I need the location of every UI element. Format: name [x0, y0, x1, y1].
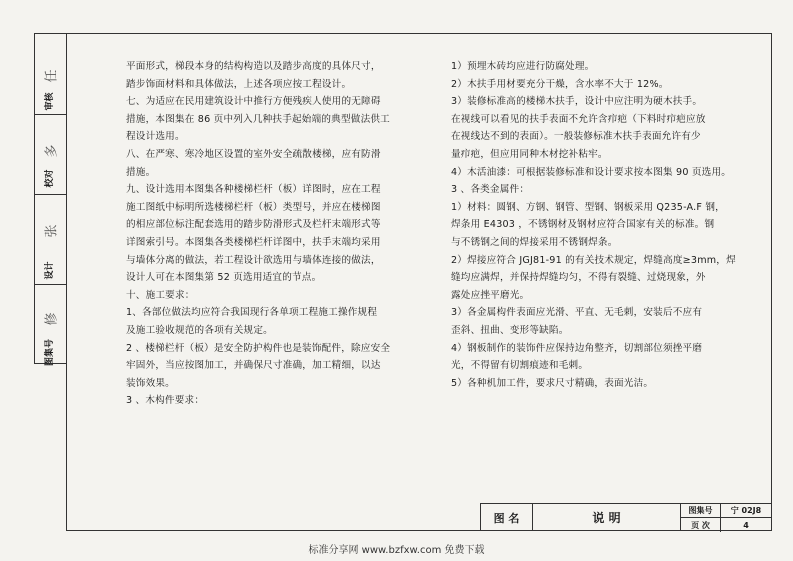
text-line: 3）装修标准高的楼梯木扶手，设计中应注明为硬木扶手。: [451, 96, 703, 108]
right-text-column: [451, 58, 736, 392]
left-text-column: [126, 58, 391, 410]
text-line: 缝均应满焊，并保持焊缝均匀，不得有裂缝、过烧现象，外: [451, 272, 706, 284]
text-line: 2 、楼梯栏杆（板）是安全防护构件也是装饰配件，除应安全: [126, 342, 391, 354]
text-line: 3 、木构件要求：: [126, 395, 205, 407]
reviewer-signature: 任: [44, 69, 60, 83]
text-line: 2）木扶手用材要充分干燥，含水率不大于 12%。: [451, 78, 669, 90]
text-line: 1、各部位做法均应符合我国现行各单项工程施工操作规程: [126, 307, 378, 319]
approval-sidebar: [34, 33, 66, 367]
drawing-name-label: 图 名: [481, 504, 533, 531]
text-line: 平面形式，梯段本身的结构构造以及踏步高度的具体尺寸，: [126, 61, 381, 72]
text-line: 七、为适应在民用建筑设计中推行方便残疾人使用的无障碍: [126, 96, 381, 108]
sidebar-row-atlas: [35, 284, 66, 365]
text-line: 1）材料：圆钢、方钢、钢管、型钢、钢板采用 Q235-A.F 钢，: [451, 201, 725, 213]
text-line: 2）焊接应符合 JGJ81-91 的有关技术规定，焊缝高度≥3mm，焊: [451, 254, 736, 266]
sidebar-label-design: 设计: [45, 261, 55, 280]
text-line: 光，不得留有切割痕迹和毛刺。: [451, 360, 589, 372]
text-line: 九、设计选用本图集各种楼梯栏杆（板）详图时，应在工程: [126, 184, 381, 196]
text-line: 及施工验收规范的各项有关规定。: [126, 324, 273, 336]
text-line: 5）各种机加工件，要求尺寸精确，表面光洁。: [451, 377, 654, 389]
text-line: 十、施工要求：: [126, 289, 195, 301]
atlas-number-label: 图集号: [681, 504, 721, 518]
designer-signature: 张: [44, 224, 60, 238]
text-line: 焊条用 E4303 ，不锈钢材及钢材应符合国家有关的标准。钢: [451, 219, 715, 231]
text-line: 1）预埋木砖均应进行防腐处理。: [451, 61, 595, 72]
sidebar-label-review: 审核: [45, 92, 55, 111]
text-line: 3）各金属构件表面应光滑、平直、无毛刺，安装后不应有: [451, 307, 703, 319]
text-line: 措施。: [126, 166, 156, 178]
text-line: 4）木活油漆：可根据装修标准和设计要求按本图集 90 页选用。: [451, 166, 732, 178]
title-block: [480, 503, 772, 531]
sidebar-row-proofread: [35, 114, 66, 194]
sidebar-row-review: [35, 34, 66, 114]
sidebar-row-design: [35, 194, 66, 284]
text-line: 3 、各类金属件：: [451, 184, 530, 196]
page-number-value: 4: [743, 520, 749, 530]
text-line: 歪斜、扭曲、变形等缺陷。: [451, 324, 569, 336]
text-line: 详图索引号。本图集各类楼梯栏杆详图中，扶手末端均采用: [126, 236, 381, 248]
text-line: 八、在严寒、寒冷地区设置的室外安全疏散楼梯，应有防滑: [126, 148, 381, 160]
text-line: 程设计选用。: [126, 131, 185, 143]
sidebar-label-atlas: 图集号: [45, 339, 55, 367]
text-line: 在视线可以看见的扶手表面不允许含疖疤（下料时疖疤应放: [451, 113, 706, 125]
text-line: 施工图纸中标明所选楼梯栏杆（板）类型号，并应在楼梯图: [126, 201, 381, 213]
text-line: 措施，本图集在 86 页中列入几种扶手起始端的典型做法供工: [126, 113, 390, 125]
atlas-signature: 修: [44, 312, 60, 326]
text-line: 设计人可在本图集第 52 页选用适宜的节点。: [126, 272, 322, 284]
watermark-footer: 标准分享网 www.bzfxw.com 免费下载: [308, 545, 485, 556]
text-line: 装饰效果。: [126, 377, 175, 389]
text-line: 的相应部位标注配套选用的踏步防滑形式及栏杆末端形式等: [126, 219, 381, 231]
proofreader-signature: 多: [44, 144, 60, 158]
text-line: 与墙体分离的做法，若工程设计欲选用与墙体连接的做法，: [126, 254, 381, 266]
text-line: 踏步饰面材料和具体做法，上述各项应按工程设计。: [126, 78, 352, 90]
text-line: 量疖疤，但应用同种木材挖补粘牢。: [451, 148, 608, 160]
text-line: 在视线达不到的表面）。一般装修标准木扶手表面允许有少: [451, 131, 701, 143]
sidebar-label-proofread: 校对: [45, 169, 55, 188]
drawing-title: 说 明: [533, 504, 681, 531]
text-line: 牢固外，当应按图加工，并确保尺寸准确，加工精细，以达: [126, 360, 381, 372]
text-line: 与不锈钢之间的焊接采用不锈钢焊条。: [451, 236, 618, 248]
atlas-number-value: 宁 02J8: [721, 504, 771, 518]
text-line: 露处应挫平磨光。: [451, 289, 530, 301]
text-line: 4）钢板制作的装饰件应保持边角整齐，切割部位须挫平磨: [451, 342, 703, 354]
page-number-label: 页 次: [681, 518, 721, 532]
